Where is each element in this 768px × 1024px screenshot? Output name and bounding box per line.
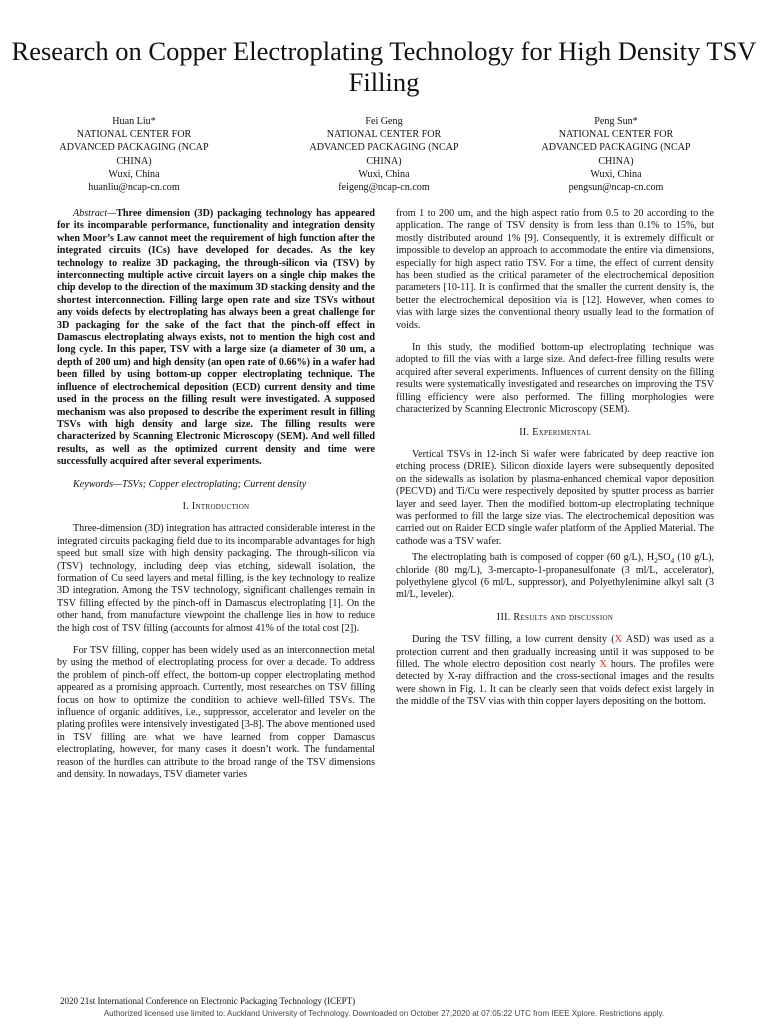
body-paragraph: In this study, the modified bottom-up electroplating technique was adopted to fill the vias with a large size. And defect-free filling results were acquired after several experiments. Influences of current density on the filling results were systematically investigated and researches on improving the TSV filling efficiency were also performed. The filling morphologies were characterized by Scanning Electronic Microscopy (SEM). <box>396 342 714 416</box>
keywords: Keywords—TSVs; Copper electroplating; Current density <box>73 478 307 490</box>
body-text: During the TSV filling, a low current density ( <box>412 634 615 646</box>
author-org-line: NATIONAL CENTER FOR <box>326 129 442 141</box>
body-text: hours. The profiles were detected by X-ray diffraction and the cross-sectional images and the results were shown in Fig. 1. It can be clearly seen that voids defect exist largely in the middle of the TSV vias with thin copper layers depositing on the bottom. <box>396 659 714 708</box>
placeholder-x: X <box>599 659 607 670</box>
author-org-line: ADVANCED PACKAGING (NCAP <box>541 142 691 154</box>
body-paragraph: Vertical TSVs in 12-inch Si wafer were fabricated by deep reactive ion etching process (DRIE). Silicon dioxide layers were subsequently deposited on the sidewalls as isolation by plasma-enhanced chemical vapor deposition (PECVD) and Ti/Cu were respectively deposited by sputter process as barrier layer and seed layer. Then the modified bottom-up electroplating technique was performed to fill the large size vias. The electrochemical deposition was carried out on Raider ECD single wafer platform of the Applied Material. The cathode was a TSV wafer. <box>396 448 714 547</box>
left-column <box>57 208 375 781</box>
author-block-2 <box>286 115 482 194</box>
author-org-line: CHINA) <box>598 155 634 167</box>
body-paragraph: Three-dimension (3D) integration has attracted considerable interest in the integrated circuits packaging field due to its incomparable advantages for high speed but small size with high density packaging. The through-silicon via (TSV) technology, including deep vias etching, sidewall isolation, the formation of Cu seed layers and metal filling, is the key technology to realize 3D integration. Among the TSV technology, significant challenges remain in TSV filling effected by the pinch-off in Damascus electroplating [1]. On the other hand, from manufacture viewpoint the challenge lies in how to reduce the high cost of TSV filling (accounts for almost 41% of the total cost [2]). <box>57 523 375 634</box>
abstract-body: Three dimension (3D) packaging technology has appeared for its incomparable performance, functionality and integration density when Moor’s Law cannot meet the requirement of high function after the integrated circuits (ICs) have developed for decades. As the key technology to realize 3D packaging, the through-silicon via (TSV) by interconnecting multiple active circuit layers on a single chip makes the chip develop to the direction of the maximum 3D stacking density and the shortest interconnection. Filling large open rate and size TSVs without any voids defects by electroplating has always been a great challenge for 3D packaging for the sake of the fact that the pinch-off effect in Damascus electroplating always exists, not to mention the high cost and long cycle. In this paper, TSV with a large size (a diameter of 30 um, a depth of 200 um) and high density (an open rate of 0.66%) in a wafer had been filled by using bottom-up copper electroplating technique. The influence of electrochemical deposition (ECD) current density and time used in the process on the filling result were investigated. A supposed mechanism was also proposed to describe the experiment result in filling TSVs with high density and large size. The filling results were characterized by Scanning Electronic Microscopy (SEM). And well filled results, as well as the optimized current density and time were successfully acquired after several experiments. <box>57 208 375 468</box>
section-heading-results: III. Results and discussion <box>496 611 614 623</box>
author-block-3 <box>518 115 714 194</box>
body-text: (10 g/L), chloride (80 mg/L), 3-mercapto-1-propanesulfonate (3 ml/L, accelerator), polyethylene glycol (6 ml/L, suppressor), and Polyethylenimine alkyl salt (3 ml/L, leveler). <box>396 552 714 601</box>
author-city: Wuxi, China <box>108 168 160 180</box>
placeholder-x: X <box>614 634 622 646</box>
author-email[interactable]: huanliu@ncap-cn.com <box>88 182 180 194</box>
section-heading-experimental: II. Experimental <box>519 426 591 438</box>
author-name: Fei Geng <box>365 116 403 127</box>
author-org-line: NATIONAL CENTER FOR <box>558 129 674 141</box>
paper-title: Research on Copper Electroplating Technology for High Density TSV Filling <box>11 36 757 97</box>
body-paragraph <box>396 634 714 708</box>
abstract <box>57 208 375 469</box>
conference-footer: 2020 21st International Conference on Electronic Packaging Technology (ICEPT) <box>60 996 356 1006</box>
author-org-line: CHINA) <box>116 155 152 167</box>
author-city: Wuxi, China <box>358 168 410 180</box>
body-text: The electroplating bath is composed of copper (60 g/L), <box>412 552 644 564</box>
section-heading-introduction: I. Introduction <box>182 500 250 512</box>
author-org-line: CHINA) <box>366 155 402 167</box>
author-name: Peng Sun* <box>594 116 638 127</box>
body-paragraph: For TSV filling, copper has been widely used as an interconnection metal by using the method of electroplating process for over a decade. To address the problem of pinch-off effect, the bottom-up copper electroplating method appeared as a promising approach. Currently, most researches on TSV filling focus on how to optimize the condition to achieve well-filled TSVs. The influence of organic additives, i.e., suppressor, accelerator and leveler on the plating profiles were intensively investigated [3-8]. The above mentioned used in TSV filling are what we have learned from copper Damascus electroplating, however, for many cases it doesn’t work. The fundamental reason of the hurdles can attribute to the broad range of the TSV dimensions and density. In nowadays, TSV diameter varies <box>57 645 375 781</box>
author-block-1 <box>36 115 232 194</box>
author-name: Huan Liu* <box>112 116 156 127</box>
author-city: Wuxi, China <box>590 168 642 180</box>
chemical-formula: $H_2SO_4$ <box>646 552 675 566</box>
right-column <box>396 208 714 709</box>
body-paragraph <box>396 552 714 602</box>
body-text: ASD) was used as a protection current and then gradually increasing until it was supposed to be filled. The whole electro deposition cost nearly <box>396 634 714 670</box>
license-notice: Authorized licensed use limited to: Auckland University of Technology. Downloaded on October 27,2020 at 07:05:22 UTC from IEEE Xplore. Restrictions apply. <box>103 1009 665 1018</box>
author-email[interactable]: pengsun@ncap-cn.com <box>568 182 664 194</box>
abstract-lead: Abstract— <box>73 208 117 219</box>
author-org-line: ADVANCED PACKAGING (NCAP <box>309 142 459 154</box>
body-paragraph: from 1 to 200 um, and the high aspect ratio from 0.5 to 20 according to the application. The range of TSV density is from less than 0.1% to 15%, but mostly distributed around 1% [9]. Consequently, it is extremely difficult or impossible to develop an approach to accommodate the entire via dimensions, especially for high aspect ratio TSV. For a time, the effect of current density has been studied as the critical parameter of the electrochemical deposition parameters [10-11]. It is confirmed that the smaller the current density is, the better the electrochemical deposition via is [12]. However, when comes to vias with large sizes the conventional theory usually lead to the formation of voids. <box>396 208 714 331</box>
author-email[interactable]: feigeng@ncap-cn.com <box>338 182 430 194</box>
author-org-line: ADVANCED PACKAGING (NCAP <box>59 142 209 154</box>
author-org-line: NATIONAL CENTER FOR <box>76 129 192 141</box>
